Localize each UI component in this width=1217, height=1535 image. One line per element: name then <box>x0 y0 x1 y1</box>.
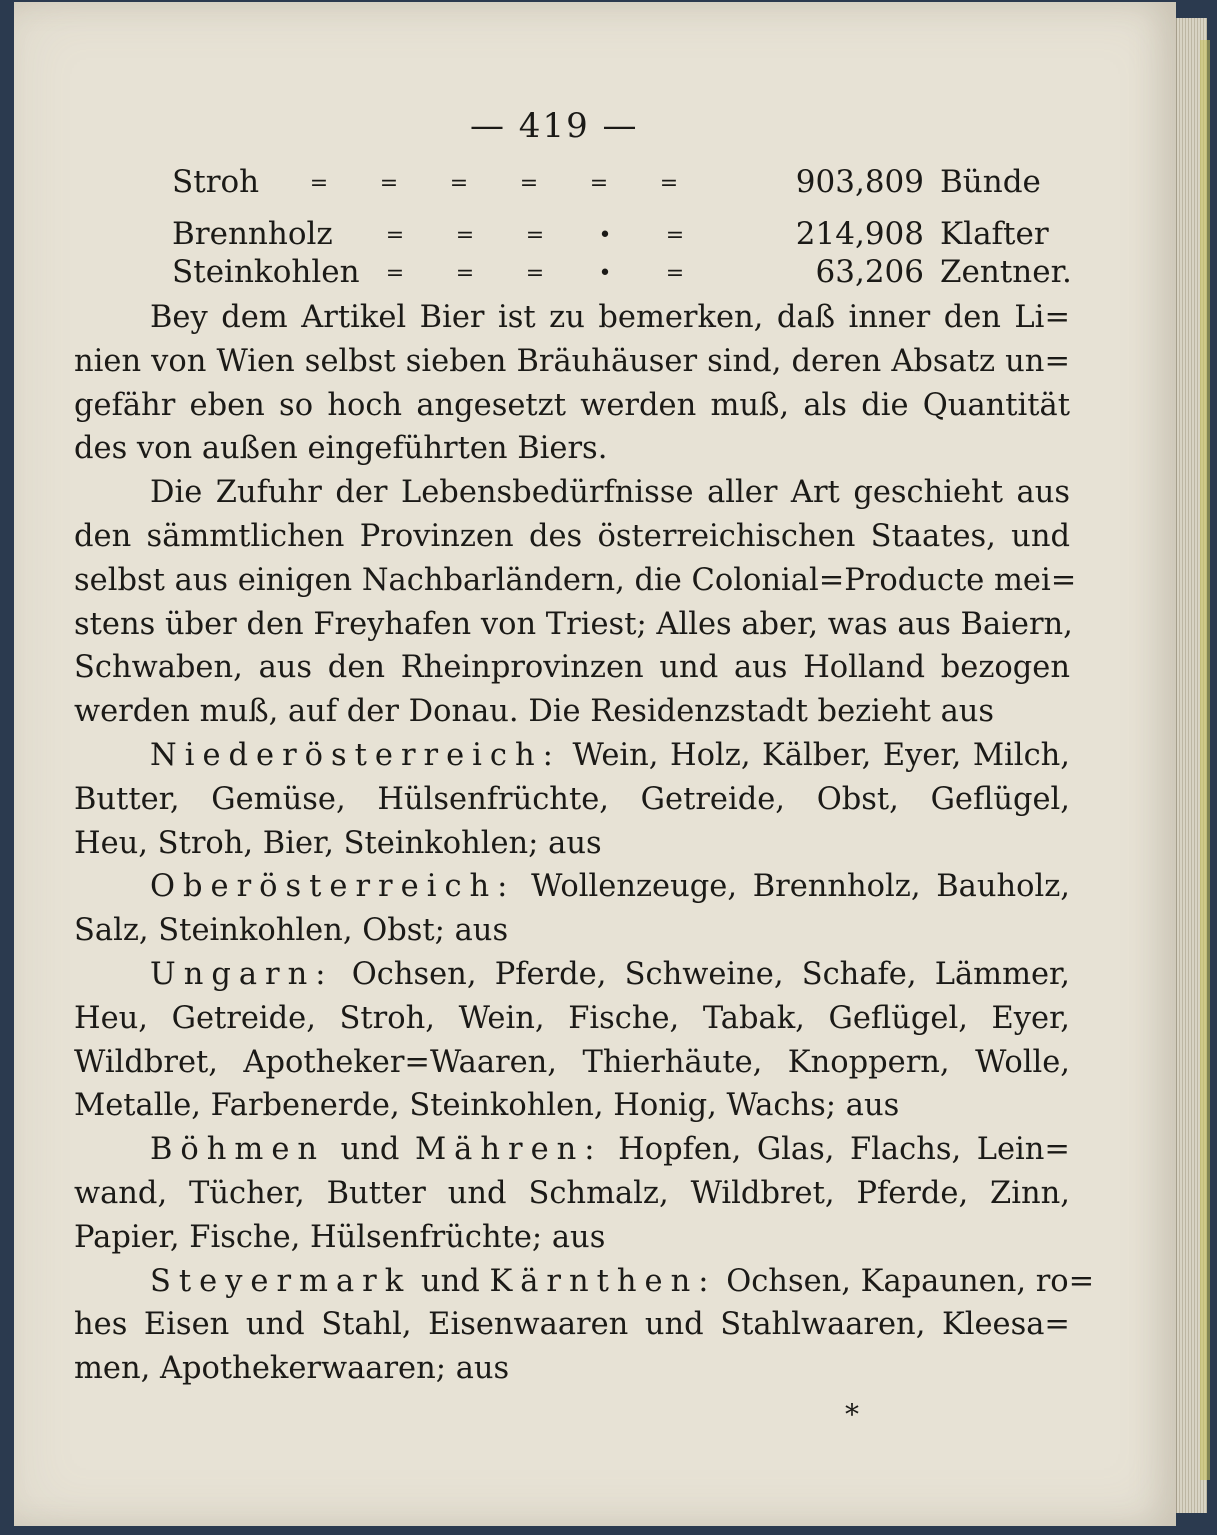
table-row <box>172 164 1052 208</box>
page-edge-tint <box>1200 40 1210 1480</box>
dot: = <box>449 171 469 196</box>
text-segment: Hopfen, Glas, Flachs, Lein= <box>618 1132 1070 1168</box>
table-value: 903,809 <box>795 164 924 200</box>
table-label: Steinkohlen <box>172 254 360 290</box>
dot: = <box>519 171 539 196</box>
table-unit: Klafter <box>940 216 1049 252</box>
text-line <box>74 734 1070 778</box>
region-heading: Ungarn: <box>150 956 334 992</box>
text-line: Papier, Fische, Hülsenfrüchte; aus <box>74 1219 606 1255</box>
dot: = <box>385 261 405 286</box>
dot: • <box>598 223 612 248</box>
text-line: wand, Tücher, Butter und Schmalz, Wildbret, Pferde, Zinn, <box>74 1175 1070 1211</box>
text-segment: Wollenzeuge, Brennholz, Bauholz, <box>531 869 1070 905</box>
table-unit: Zentner. <box>940 254 1072 290</box>
table-dots <box>360 214 710 250</box>
dot: = <box>309 171 329 196</box>
text-line: Wildbret, Apotheker=Waaren, Thierhäute, Knoppern, Wolle, <box>74 1044 1070 1080</box>
dot: = <box>455 261 475 286</box>
text-line: stens über den Freyhafen von Triest; Alles aber, was aus Baiern, <box>74 606 1073 642</box>
region-heading: Niederösterreich: <box>150 737 561 773</box>
table-label: Stroh <box>172 164 260 200</box>
text-line: men, Apothekerwaaren; aus <box>74 1351 510 1387</box>
text-segment: Wein, Holz, Kälber, Eyer, Milch, <box>572 737 1070 773</box>
text-line: den sämmtlichen Provinzen des österreichischen Staates, und <box>74 518 1070 554</box>
text-line: Salz, Steinkohlen, Obst; aus <box>74 913 509 949</box>
dot: = <box>659 171 679 196</box>
dot: = <box>525 223 545 248</box>
page-number: — 419 — <box>470 106 639 146</box>
table-label: Brennholz <box>172 216 333 252</box>
region-heading: Mähren: <box>414 1132 603 1168</box>
text-line: selbst aus einigen Nachbarländern, die Colonial=Producte mei= <box>74 562 1077 598</box>
dot: = <box>665 223 685 248</box>
text-line <box>74 953 1070 997</box>
text-line: gefähr eben so hoch angesetzt werden muß, als die Quantität <box>74 387 1070 423</box>
region-heading: Böhmen <box>150 1132 326 1168</box>
text-line: Schwaben, aus den Rheinprovinzen und aus Holland bezogen <box>74 650 1070 686</box>
dot: = <box>525 261 545 286</box>
text-line: werden muß, auf der Donau. Die Residenzstadt bezieht aus <box>74 694 995 730</box>
text-line: nien von Wien selbst sieben Bräuhäuser sind, deren Absatz un= <box>74 343 1070 379</box>
table-value: 63,206 <box>815 254 924 290</box>
text-line: Butter, Gemüse, Hülsenfrüchte, Getreide, Obst, Geflügel, <box>74 781 1070 817</box>
dot: = <box>589 171 609 196</box>
table-unit: Bünde <box>940 164 1041 200</box>
text-line <box>74 1128 1070 1172</box>
dot: = <box>665 261 685 286</box>
region-connector: und <box>420 1263 480 1299</box>
body-text <box>74 296 1095 1391</box>
dot: • <box>598 261 612 286</box>
text-line: Bey dem Artikel Bier ist zu bemerken, daß inner den Li= <box>150 300 1070 335</box>
table-value: 214,908 <box>795 216 924 252</box>
text-line: hes Eisen und Stahl, Eisenwaaren und Stahlwaaren, Kleesa= <box>74 1307 1070 1343</box>
dot: = <box>385 223 405 248</box>
footer-mark: * <box>845 1398 859 1431</box>
text-line: Die Zufuhr der Lebensbedürfnisse aller Art geschieht aus <box>150 475 1070 511</box>
region-heading: Steyermark <box>150 1263 412 1299</box>
text-segment: Ochsen, Kapaunen, ro= <box>726 1263 1095 1299</box>
dot: = <box>379 171 399 196</box>
dot: = <box>455 223 475 248</box>
text-line <box>74 865 1070 909</box>
text-line <box>74 1260 1095 1304</box>
text-line: Heu, Stroh, Bier, Steinkohlen; aus <box>74 825 602 861</box>
region-heading: Kärnthen: <box>489 1263 717 1299</box>
text-line: Heu, Getreide, Stroh, Wein, Fische, Tabak, Geflügel, Eyer, <box>74 1000 1070 1036</box>
text-line: des von außen eingeführten Biers. <box>74 431 608 467</box>
text-line: Metalle, Farbenerde, Steinkohlen, Honig, Wachs; aus <box>74 1088 900 1124</box>
table-dots <box>360 252 710 288</box>
table-dots <box>284 162 704 198</box>
table-row <box>172 254 1072 298</box>
region-connector: und <box>340 1132 400 1168</box>
text-segment: Ochsen, Pferde, Schweine, Schafe, Lämmer, <box>351 956 1070 992</box>
region-heading: Oberösterreich: <box>150 869 516 905</box>
